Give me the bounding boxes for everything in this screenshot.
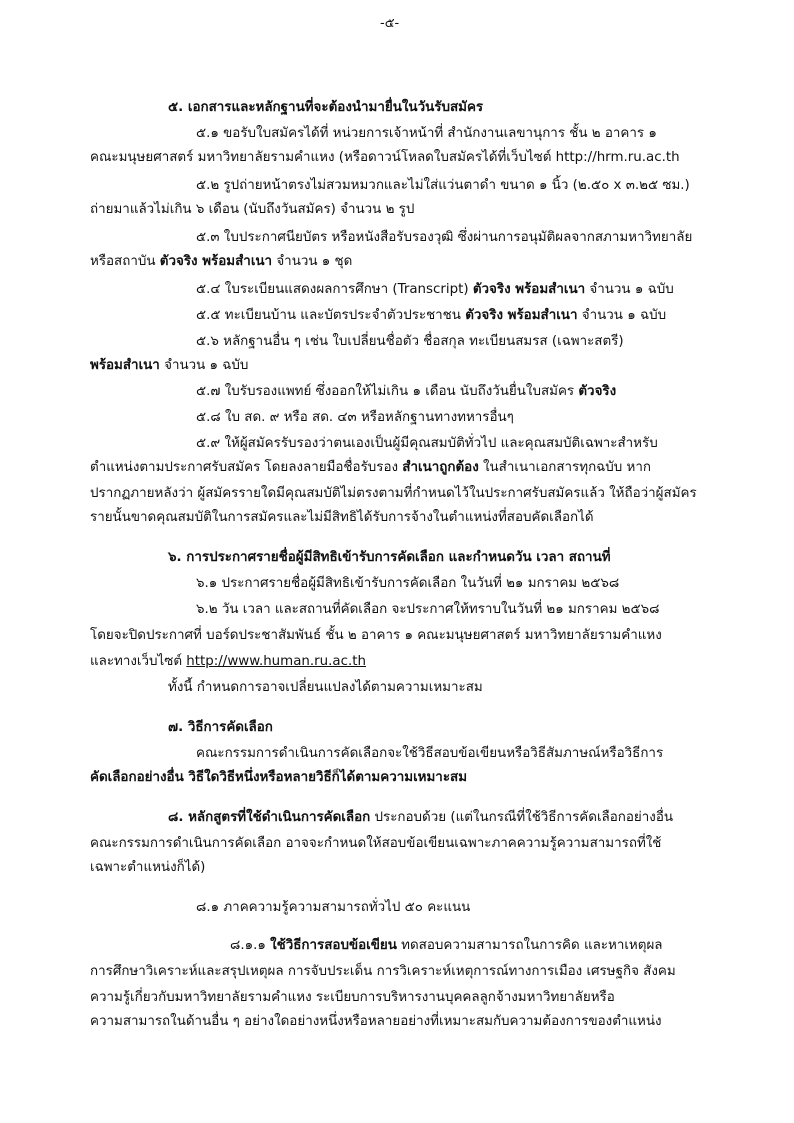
item-5-9-line-3: ปรากฏภายหลังว่า ผู้สมัครรายใดมีคุณสมบัติไม่ตรงตามที่กำหนดไว้ในประกาศรับสมัครแล้ว ให้ถือว่าผู้สมัคร: [90, 486, 697, 501]
item-5-3-line-2: หรือสถาบัน ตัวจริง พร้อมสำเนา จำนวน ๑ ชุด: [90, 254, 353, 269]
item-8-1-1-line-3: ความรู้เกี่ยวกับมหาวิทยาลัยรามคำแหง ระเบียบการบริหารงานบุคคลลูกจ้างมหาวิทยาลัยหรือ: [90, 990, 615, 1005]
item-8-1-1-line-2: การศึกษาวิเคราะห์และสรุปเหตุผล การจับประเด็น การวิเคราะห์เหตุการณ์ทางการเมือง เศรษฐกิจ สังคม: [90, 964, 676, 979]
section-8-line-1: ๘. หลักสูตรที่ใช้ดำเนินการคัดเลือก ประกอบด้วย (แต่ในกรณีที่ใช้วิธีการคัดเลือกอย่างอื่น: [168, 810, 674, 825]
item-5-2-line-1: ๕.๒ รูปถ่ายหน้าตรงไม่สวมหมวกและไม่ใส่แว่นตาดำ ขนาด ๑ นิ้ว (๒.๕๐ x ๓.๒๕ ซม.): [196, 178, 690, 193]
section-6-note: ทั้งนี้ กำหนดการอาจเปลี่ยนแปลงได้ตามความเหมาะสม: [168, 680, 483, 695]
item-5-5: ๕.๕ ทะเบียนบ้าน และบัตรประจำตัวประชาชน ตัวจริง พร้อมสำเนา จำนวน ๑ ฉบับ: [196, 308, 667, 323]
item-6-2-line-1: ๖.๒ วัน เวลา และสถานที่คัดเลือก จะประกาศให้ทราบในวันที่ ๒๑ มกราคม ๒๕๖๘: [196, 602, 660, 617]
website-link[interactable]: http://www.human.ru.ac.th: [186, 654, 366, 669]
section-6-title: ๖. การประกาศรายชื่อผู้มีสิทธิเข้ารับการคัดเลือก และกำหนดวัน เวลา สถานที่: [168, 550, 611, 565]
section-5-title: ๕. เอกสารและหลักฐานที่จะต้องนำมายื่นในวันรับสมัคร: [168, 100, 484, 115]
page-number: -๕-: [380, 16, 400, 31]
item-5-7: ๕.๗ ใบรับรองแพทย์ ซึ่งออกให้ไม่เกิน ๑ เดือน นับถึงวันยื่นใบสมัคร ตัวจริง: [196, 384, 617, 399]
item-8-1-1-line-4: ความสามารถในด้านอื่น ๆ อย่างใดอย่างหนึ่งหรือหลายอย่างที่เหมาะสมกับความต้องการของตำแหน่ง: [90, 1014, 662, 1029]
section-8-line-3: เฉพาะตำแหน่งก็ได้): [90, 860, 206, 875]
item-5-4: ๕.๔ ใบระเบียนแสดงผลการศึกษา (Transcript) ตัวจริง พร้อมสำเนา จำนวน ๑ ฉบับ: [196, 282, 674, 297]
item-5-9-line-1: ๕.๙ ให้ผู้สมัครรับรองว่าตนเองเป็นผู้มีคุณสมบัติทั่วไป และคุณสมบัติเฉพาะสำหรับ: [196, 436, 658, 451]
item-8-1: ๘.๑ ภาคความรู้ความสามารถทั่วไป ๕๐ คะแนน: [196, 900, 471, 915]
section-7-line-1: คณะกรรมการดำเนินการคัดเลือกจะใช้วิธีสอบข้อเขียนหรือวิธีสัมภาษณ์หรือวิธีการ: [196, 746, 664, 761]
item-5-3-line-1: ๕.๓ ใบประกาศนียบัตร หรือหนังสือรับรองวุฒิ ซึ่งผ่านการอนุมัติผลจากสภามหาวิทยาลัย: [196, 230, 693, 245]
item-5-1-line-2: คณะมนุษยศาสตร์ มหาวิทยาลัยรามคำแหง (หรือดาวน์โหลดใบสมัครได้ที่เว็บไซต์ http://hrm.ru.ac.th: [90, 150, 680, 165]
item-5-8: ๕.๘ ใบ สด. ๙ หรือ สด. ๔๓ หรือหลักฐานทางทหารอื่นๆ: [196, 410, 514, 425]
item-6-2-line-2: โดยจะปิดประกาศที่ บอร์ดประชาสัมพันธ์ ชั้น ๒ อาคาร ๑ คณะมนุษยศาสตร์ มหาวิทยาลัยรามคำแหง: [90, 628, 662, 643]
item-5-9-line-4: รายนั้นขาดคุณสมบัติในการสมัครและไม่มีสิทธิได้รับการจ้างในตำแหน่งที่สอบคัดเลือกได้: [90, 510, 594, 525]
section-7-line-2: คัดเลือกอย่างอื่น วิธีใดวิธีหนึ่งหรือหลายวิธีก็ได้ตามความเหมาะสม: [90, 770, 468, 785]
item-6-1: ๖.๑ ประกาศรายชื่อผู้มีสิทธิเข้ารับการคัดเลือก ในวันที่ ๒๑ มกราคม ๒๕๖๘: [196, 576, 620, 591]
item-5-2-line-2: ถ่ายมาแล้วไม่เกิน ๖ เดือน (นับถึงวันสมัคร) จำนวน ๒ รูป: [90, 202, 415, 217]
item-5-6-line-2: พร้อมสำเนา จำนวน ๑ ฉบับ: [90, 358, 249, 373]
item-5-6-line-1: ๕.๖ หลักฐานอื่น ๆ เช่น ใบเปลี่ยนชื่อตัว ชื่อสกุล ทะเบียนสมรส (เฉพาะสตรี): [196, 334, 624, 349]
section-7-title: ๗. วิธีการคัดเลือก: [168, 720, 273, 735]
item-8-1-1-line-1: ๘.๑.๑ ใช้วิธีการสอบข้อเขียน ทดสอบความสามารถในการคิด และหาเหตุผล: [230, 938, 663, 953]
item-6-2-line-3: และทางเว็บไซต์ http://www.human.ru.ac.th: [90, 654, 366, 669]
item-5-9-line-2: ตำแหน่งตามประกาศรับสมัคร โดยลงลายมือชื่อรับรอง สำเนาถูกต้อง ในสำเนาเอกสารทุกฉบับ หาก: [90, 460, 652, 475]
section-8-line-2: คณะกรรมการดำเนินการคัดเลือก อาจจะกำหนดให้สอบข้อเขียนเฉพาะภาคความรู้ความสามารถที่ใช้: [90, 836, 662, 851]
item-5-1-line-1: ๕.๑ ขอรับใบสมัครได้ที่ หน่วยการเจ้าหน้าที่ สำนักงานเลขานุการ ชั้น ๒ อาคาร ๑: [196, 126, 657, 141]
